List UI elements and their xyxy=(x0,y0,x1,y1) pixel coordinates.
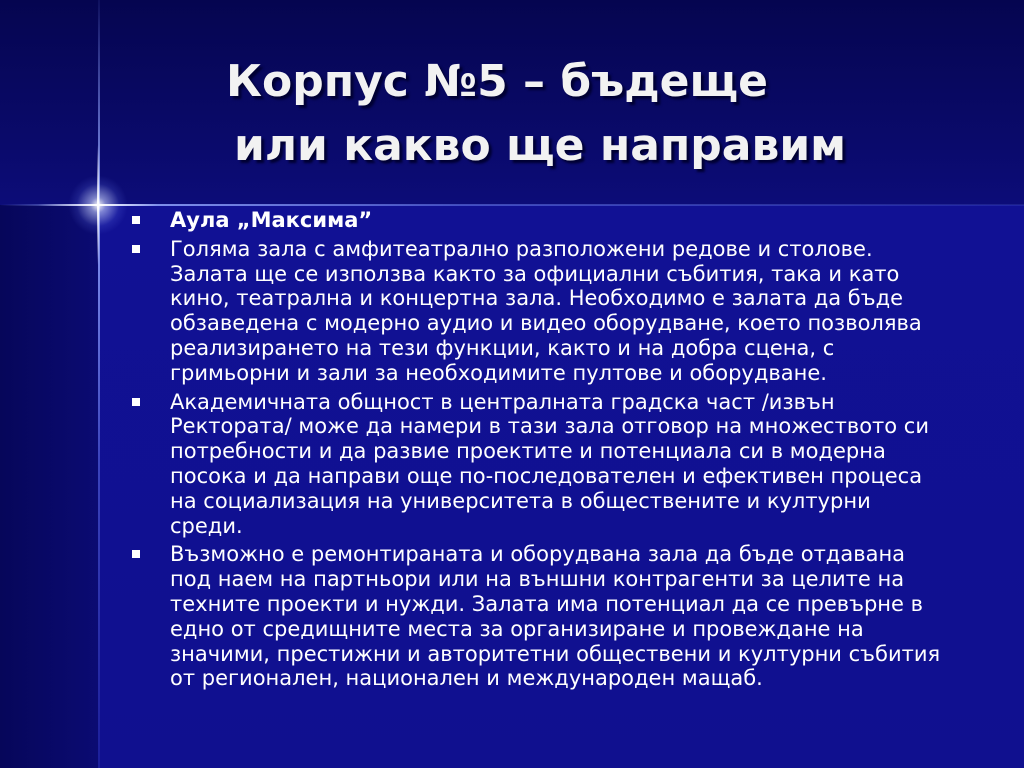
slide-title-line-2: или какво ще направим xyxy=(234,120,847,171)
bullet-item xyxy=(130,542,950,691)
square-bullet-icon xyxy=(132,398,140,406)
bullet-item xyxy=(130,390,950,539)
square-bullet-icon xyxy=(132,245,140,253)
slide-title-line-1: Корпус №5 – бъдеще xyxy=(226,56,769,107)
bullet-list xyxy=(130,208,950,695)
bullet-text: Аула „Максима” xyxy=(170,208,373,232)
vertical-divider xyxy=(98,0,100,768)
bullet-text: Голяма зала с амфитеатрално разположени редове и столове. Залата ще се използва както за официални събития, така и като кино, театрална и концертна зала. Необходимо е залата да бъде обзаведена с модерно аудио и видео оборудване, което позволява реализирането на тези функции, както и на добра сцена, с гримьорни и зали за необходимите пултове и оборудване. xyxy=(170,236,922,385)
left-band xyxy=(0,205,98,768)
bullet-item xyxy=(130,208,950,233)
bullet-item xyxy=(130,237,950,386)
square-bullet-icon xyxy=(132,550,140,558)
bullet-text: Възможно е ремонтираната и оборудвана зала да бъде отдавана под наем на партньори или на външни контрагенти за целите на техните проекти и нужди. Залата има потенциал да се превърне в едно от средищните места за организиране и провеждане на значими, престижни и авторитетни обществени и културни събития от регионален, национален и международен мащаб. xyxy=(170,542,941,691)
square-bullet-icon xyxy=(132,216,140,224)
slide-title xyxy=(226,50,846,178)
bullet-text: Академичната общност в централната градска част /извън Ректората/ може да намери в тази зала отговор на множеството си потребности и да развие проектите и потенциала си в модерна посока и да направи още по-последователен и ефективен процеса на социализация на университета в обществените и културни среди. xyxy=(170,389,930,538)
